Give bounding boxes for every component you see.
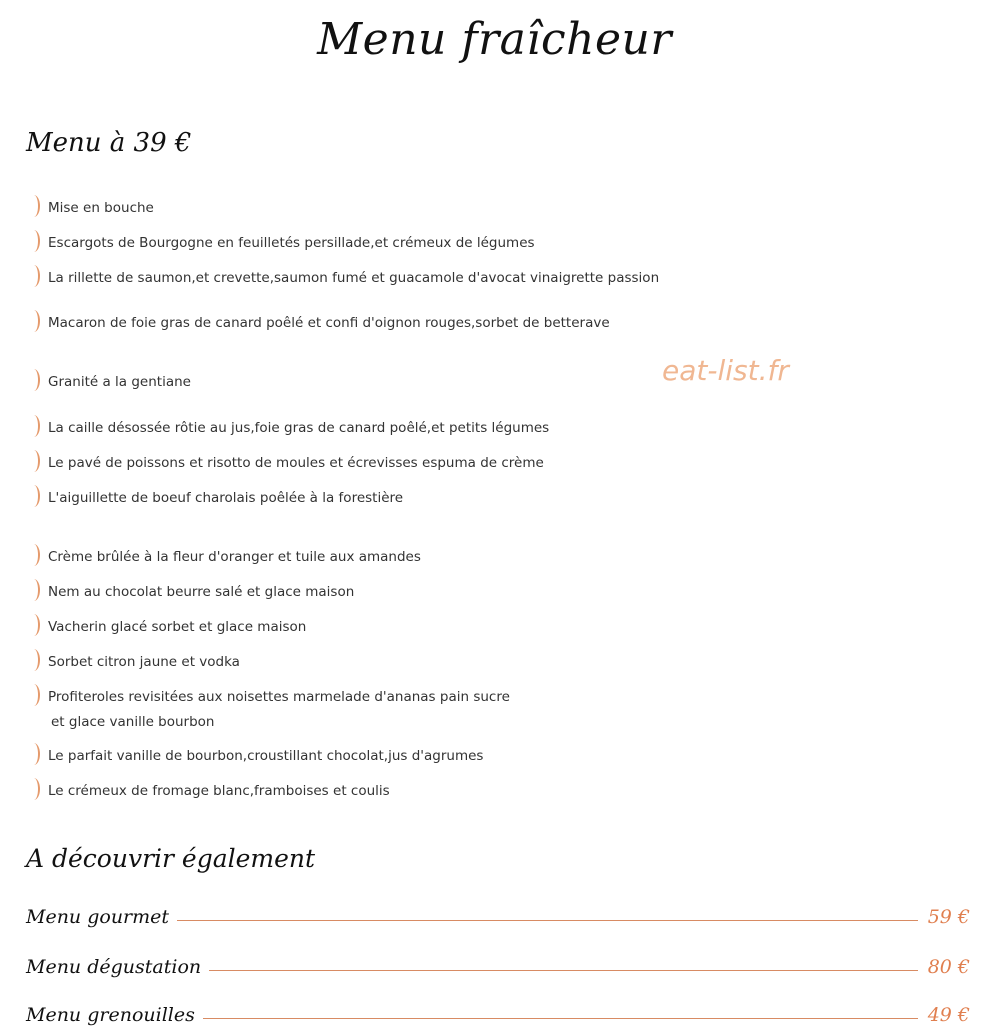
menu-item-text: Crème brûlée à la fleur d'oranger et tuile aux amandes <box>48 549 421 565</box>
crescent-bullet-icon <box>28 544 40 566</box>
other-menu-price: 59 € <box>924 906 970 928</box>
menu-item <box>28 311 728 336</box>
menu-item <box>28 231 728 256</box>
other-menu-name[interactable]: Menu dégustation <box>26 956 209 978</box>
menu-item-text: L'aiguillette de boeuf charolais poêlée à la forestière <box>48 490 404 506</box>
other-menu-name[interactable]: Menu grenouilles <box>26 1004 203 1026</box>
crescent-bullet-icon <box>28 579 40 601</box>
menu-item-text: La rillette de saumon,et crevette,saumon fumé et guacamole d'avocat vinaigrette passion <box>48 270 660 286</box>
menu-item-text: Le parfait vanille de bourbon,croustillant chocolat,jus d'agrumes <box>48 748 484 764</box>
dotted-leader-line <box>172 1018 918 1019</box>
other-menu-price: 80 € <box>924 956 970 978</box>
menu-item <box>28 196 728 221</box>
menu-item-text: Macaron de foie gras de canard poêlé et confi d'oignon rouges,sorbet de betterave <box>48 315 610 331</box>
menu-item-text: Vacherin glacé sorbet et glace maison <box>48 619 307 635</box>
crescent-bullet-icon <box>28 450 40 472</box>
crescent-bullet-icon <box>28 369 40 391</box>
other-menu-name[interactable]: Menu gourmet <box>26 906 177 928</box>
crescent-bullet-icon <box>28 310 40 332</box>
menu-item <box>28 370 728 395</box>
menu-item-text: Le pavé de poissons et risotto de moules et écrevisses espuma de crème <box>48 455 544 471</box>
menu-item <box>28 416 728 441</box>
other-menu-row[interactable] <box>26 900 970 930</box>
menu-item <box>28 615 728 640</box>
crescent-bullet-icon <box>28 778 40 800</box>
page-title: Menu fraîcheur <box>317 14 672 65</box>
crescent-bullet-icon <box>28 230 40 252</box>
menu-item-text: Le crémeux de fromage blanc,framboises et coulis <box>48 783 390 799</box>
menu-item-text: Escargots de Bourgogne en feuilletés persillade,et crémeux de légumes <box>48 235 535 251</box>
dotted-leader-line <box>176 970 918 971</box>
menu-item-text: Nem au chocolat beurre salé et glace maison <box>48 584 355 600</box>
crescent-bullet-icon <box>28 265 40 287</box>
crescent-bullet-icon <box>28 649 40 671</box>
menu-item-text: Sorbet citron jaune et vodka <box>48 654 240 670</box>
menu-item <box>28 266 728 291</box>
crescent-bullet-icon <box>28 415 40 437</box>
menu-item <box>28 545 728 570</box>
other-menu-row[interactable] <box>26 998 970 1028</box>
menu-item <box>28 744 728 769</box>
menu-item-text: Mise en bouche <box>48 200 154 216</box>
crescent-bullet-icon <box>28 614 40 636</box>
crescent-bullet-icon <box>28 684 40 706</box>
crescent-bullet-icon <box>28 485 40 507</box>
menu-item-text: Granité a la gentiane <box>48 374 191 390</box>
other-menu-price: 49 € <box>924 1004 970 1026</box>
menu-item <box>28 580 728 605</box>
menu-item-continuation: et glace vanille bourbon <box>51 714 215 730</box>
menu-item <box>28 451 728 476</box>
menu-item-text: La caille désossée rôtie au jus,foie gras de canard poêlé,et petits légumes <box>48 420 550 436</box>
menu-item <box>28 779 728 804</box>
menu-section-title: Menu à 39 € <box>26 128 192 158</box>
menu-item <box>28 685 728 735</box>
dotted-leader-line <box>154 920 918 921</box>
menu-item <box>28 650 728 675</box>
menu-item-text: Profiteroles revisitées aux noisettes marmelade d'ananas pain sucre <box>48 689 510 705</box>
crescent-bullet-icon <box>28 195 40 217</box>
other-menu-row[interactable] <box>26 950 970 980</box>
menu-item <box>28 486 728 511</box>
watermark: eat-list.fr <box>662 354 789 387</box>
also-section-title: A découvrir également <box>26 844 316 873</box>
crescent-bullet-icon <box>28 743 40 765</box>
